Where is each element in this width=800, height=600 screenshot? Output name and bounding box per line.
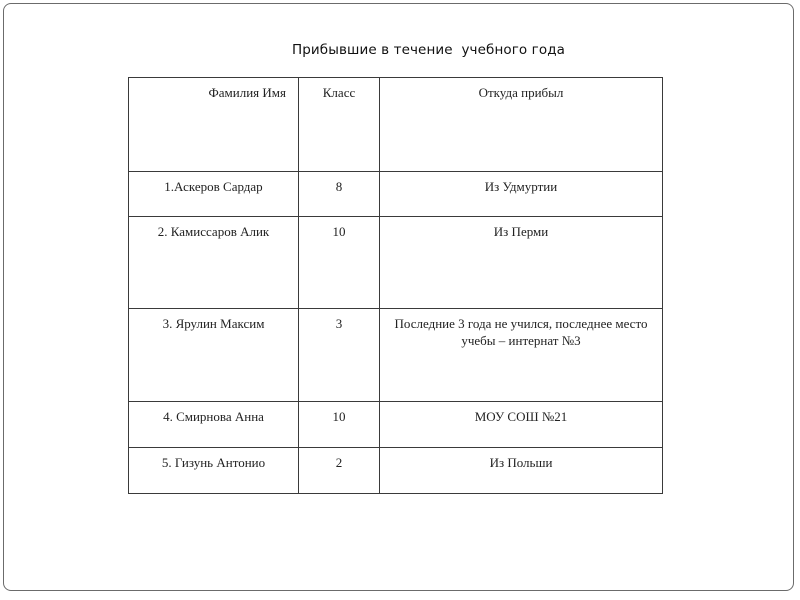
cell-name: 3. Ярулин Максим xyxy=(129,309,299,402)
cell-origin: Из Польши xyxy=(380,448,663,494)
cell-origin: Из Перми xyxy=(380,217,663,309)
cell-class: 10 xyxy=(299,402,380,448)
table-row xyxy=(129,172,663,217)
table-row xyxy=(129,402,663,448)
cell-name: 4. Смирнова Анна xyxy=(129,402,299,448)
table-row xyxy=(129,448,663,494)
header-origin: Откуда прибыл xyxy=(380,78,663,172)
table-header-row xyxy=(129,78,663,172)
header-name: Фамилия Имя xyxy=(129,78,299,172)
cell-origin: Из Удмуртии xyxy=(380,172,663,217)
cell-class: 8 xyxy=(299,172,380,217)
arrivals-table xyxy=(128,77,663,494)
cell-class: 10 xyxy=(299,217,380,309)
cell-name: 2. Камиссаров Алик xyxy=(129,217,299,309)
table-row xyxy=(129,217,663,309)
page-title: Прибывшие в течение учебного года xyxy=(292,42,566,58)
cell-name: 1.Аскеров Сардар xyxy=(129,172,299,217)
slide-frame xyxy=(3,3,794,591)
cell-origin: МОУ СОШ №21 xyxy=(380,402,663,448)
cell-class: 3 xyxy=(299,309,380,402)
cell-origin: Последние 3 года не учился, последнее место учебы – интернат №3 xyxy=(380,309,663,402)
table-row xyxy=(129,309,663,402)
cell-class: 2 xyxy=(299,448,380,494)
cell-name: 5. Гизунь Антонио xyxy=(129,448,299,494)
header-class: Класс xyxy=(299,78,380,172)
